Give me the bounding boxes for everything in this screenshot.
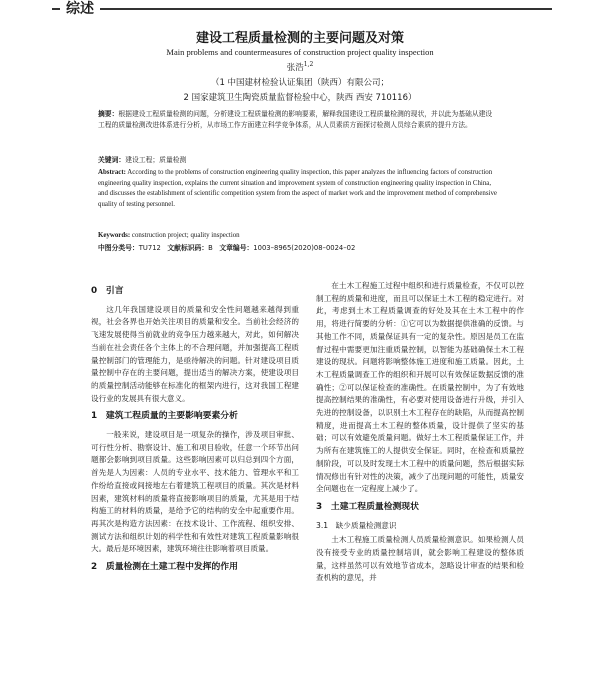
- abstract-cn: [98, 109, 498, 130]
- affiliation-2: 2 国家建筑卫生陶瓷质量监督检验中心，陕西 西安 710116）: [183, 93, 417, 103]
- section-0-paragraph: 这几年我国建设项目的质量和安全性问题越来越得到重视，社会各界也开始关注项目的质量和安全。当前社会经济的飞速发展使得当前就业的竞争压力越来越大，对此，如何解决当前在社会责任各个主体上的不合理问题，并加强提高工程质量控制部门的管理能力，是亟待解决的问题。针对建设项目质量控制中存在的主要问题，提出适当的解决方案，使建设项目的质量控制活动能够在标准化的框架内进行，这对我国工程建设行业的发展具有很大意义。: [91, 304, 299, 403]
- section-3-heading: 3 土建工程质量检测现状: [316, 501, 419, 512]
- abstract-en-text: According to the problems of construction engineering quality inspection, this paper analyzes the influencing factors of construction engineering quality inspection, explains the current situation and improvement system of construction engineering quality inspection in China, and discusses the establishment of scientific competition system from the aspect of market work and the improvement method of comprehensive quality of testing personnel.: [98, 169, 497, 208]
- right-column: [316, 280, 524, 585]
- paper-title: 建设工程质量检测的主要问题及对策: [195, 31, 404, 46]
- section-0-heading: 0 引言: [91, 286, 124, 296]
- classification-line: [98, 243, 498, 254]
- cls-label: 中图分类号：: [98, 244, 139, 252]
- article-label: 文章编号：: [219, 244, 254, 252]
- cls-value: TU712: [138, 244, 161, 252]
- abstract-cn-text: 根据建设工程质量检测的问题，分析建设工程质量检测的影响要素，解释我国建设工程质量检测的现状，并以此为基础从建设工程的质量检测改进体系进行分析，从市场工作方面建立科学竞争体系，从人员素质方面探讨检测人员综合素质的提升方法。: [98, 110, 493, 129]
- keywords-en-text: construction project; quality inspection: [131, 232, 240, 239]
- keywords-cn-label: 关键词：: [98, 156, 126, 164]
- abstract-cn-label: 摘要：: [98, 110, 119, 118]
- doc-label: 文献标识码：: [167, 244, 209, 252]
- section-1-paragraph: 一般来说，建设项目是一项复杂的操作，涉及项目审批、可行性分析、勘察设计、施工和项目验收，任意一个环节出问题都会影响到项目质量。这些影响因素可以归总到四个方面，首先是人为因素：人员的专业水平、技术能力、管理水平和工作纷给直接或间接地左右着建筑工程项目的质量。其次是材料因素，建筑材料的质量将直接影响项目的质量，尤其是用于结构施工的材料的质量，是给予它的结构的安全中起重要作用。再其次是构造方法因素：在技术设计、工作流程、组织安排、测试方法和组织计划的科学性和有效性对建筑工程质量影响很大。最后是环境因素，建筑环境往往影响着项目质量。: [91, 430, 299, 554]
- section-2-paragraph: 在土木工程施工过程中组织和进行质量检查，不仅可以控制工程的质量和进度，而且可以保证土木工程的稳定进行。对此，考虑到土木工程质量调查的好处及其在土木工程中的作用，将进行简要的分析：①它可以为数据提供准确的反馈。与其他工作不同，质量保证具有一定的复杂性。原因是员工在监督过程中需要更加注重质量控制，以智能为基础确保土木工程建设的现状。问题将影响整体施工进度和施工质量。因此，土木工程质量调查工作的组织和开展可以有效保证数据反馈的准确性；②可以保证检查的准确性。在质量控制中，为了有效地提高控制结果的准确性，有必要对使用设备进行升级，并引入先进的控制设备，以识别土木工程存在的缺陷，从而提高控制精度，进而提高土木工程的整体质量，设计提供了坚实的基础；可以有效避免质量问题。做好土木工程质量保证工作，并为所有在建筑施工的人提供安全保证。同时，在检查和质量控制阶段，可以及时发现土木工程中的质量问题，然后根据实际情况修出有针对性的决策，减少了出现问题的可能性，质量安全问题也在一定程度上减少了。: [316, 281, 524, 494]
- keywords-cn: [98, 155, 498, 166]
- keywords-en-label: Keywords:: [98, 232, 131, 239]
- author-affiliation-marks: 1,2: [303, 61, 314, 69]
- journal-header: [0, 0, 600, 18]
- section-3-1-paragraph: 土木工程施工质量检测人员质量检测意识。如果检测人员没有接受专业的质量控制培训，就会影响工程建设的整体质量，这样虽然可以有效地节省成本，忽略设计审查的结果和检查机构的意见，并: [316, 535, 524, 583]
- abstract-en: [98, 168, 498, 210]
- author: [0, 61, 600, 73]
- left-column: [91, 280, 299, 580]
- paper-title-en: Main problems and countermeasures of construction project quality inspection: [166, 47, 434, 57]
- article-value: 1003–8965(2020)08–0024–02: [253, 244, 356, 252]
- keywords-en: [98, 231, 498, 242]
- section-2-heading: 2 质量检测在土建工程中发挥的作用: [91, 562, 238, 573]
- section-1-heading: 1 建筑工程质量的主要影响要素分析: [91, 411, 238, 422]
- section-3-1-heading: 3.1 缺少质量检测意识: [316, 520, 397, 530]
- abstract-en-label: Abstract:: [98, 169, 126, 176]
- section-tag: 综述: [60, 0, 100, 18]
- author-name: 张浩: [286, 63, 304, 73]
- doc-value: B: [208, 244, 213, 252]
- affiliation-1: （1 中国建材检验认证集团（陕西）有限公司；: [210, 78, 390, 88]
- keywords-cn-text: 建设工程；质量检测: [125, 156, 187, 164]
- header-rule: [52, 0, 552, 10]
